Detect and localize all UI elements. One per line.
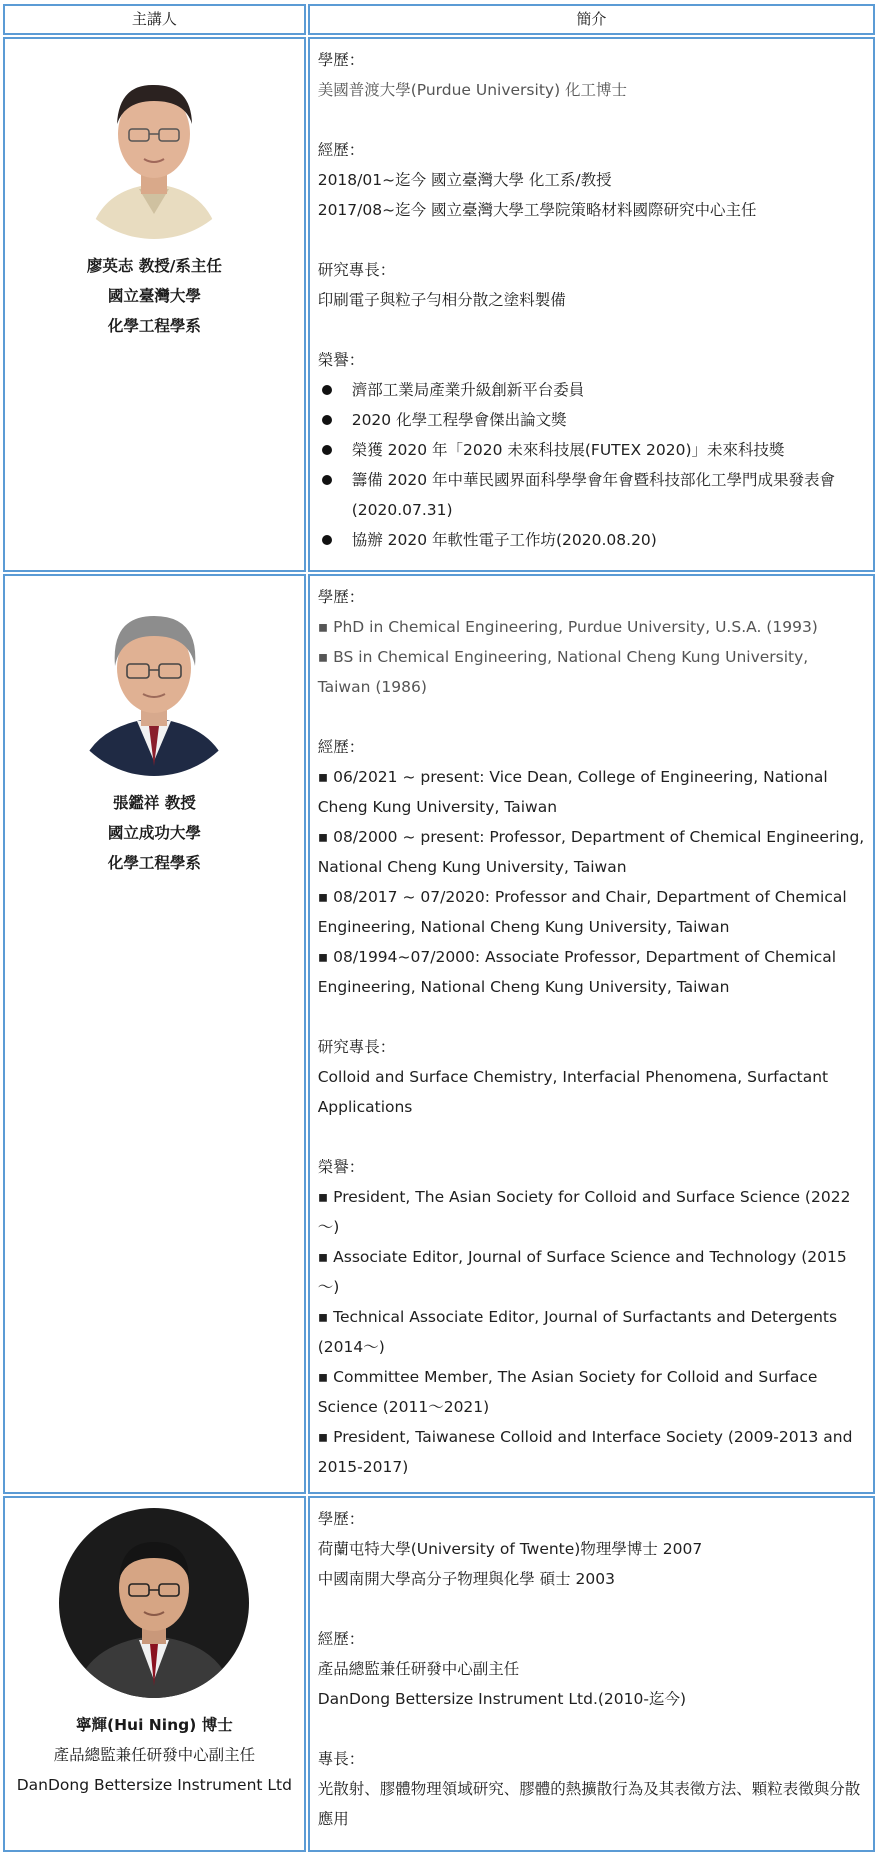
section-line: ▪ PhD in Chemical Engineering, Purdue University, U.S.A. (1993) [317,618,818,636]
intro-cell [308,1496,875,1852]
section-line: 產品總監兼任研發中心副主任 [317,1660,520,1678]
section-title: 榮譽： [317,1158,365,1176]
section-line: 中國南開大學高分子物理與化學 碩士 2003 [317,1570,616,1588]
section-title: 學歷： [317,1510,365,1528]
intro-cell [308,574,875,1494]
section-title: 經歷： [317,141,365,159]
section-line: Colloid and Surface Chemistry, Interfacial Phenomena, Surfactant Applications [317,1068,829,1116]
section-line: 美國普渡大學(Purdue University) 化工博士 [317,81,628,99]
table-row [3,37,875,572]
speaker-name: 寧輝(Hui Ning) 博士 [76,1716,233,1734]
table-row [3,574,875,1494]
speaker-name: 張鑑祥 教授 [112,794,196,812]
header-speaker: 主講人 [3,4,306,35]
speaker-title: 產品總監兼任研發中心副主任 [53,1746,256,1764]
section-line: 光散射、膠體物理領域研究、膠體的熱擴散行為及其表徵方法、顆粒表徵與分散應用 [317,1780,861,1828]
section-title: 榮譽： [317,351,365,369]
table-row [3,1496,875,1852]
section-line: 荷蘭屯特大學(University of Twente)物理學博士 2007 [317,1540,703,1558]
speaker-department: 化學工程學系 [107,854,201,872]
header-intro: 簡介 [308,4,875,35]
section-line: DanDong Bettersize Instrument Ltd.(2010-迄今) [317,1690,687,1708]
section-title: 學歷： [317,588,365,606]
section-title: 經歷： [317,738,365,756]
section-line: ▪ Committee Member, The Asian Society for Colloid and Surface Science (2011～2021) [317,1368,818,1416]
list-item: 2020 化學工程學會傑出論文獎 [318,405,865,435]
section-line: ▪ President, The Asian Society for Colloid and Surface Science (2022～) [317,1188,851,1236]
speaker-affiliation: 國立成功大學 [107,824,201,842]
speaker-company: DanDong Bettersize Instrument Ltd [16,1776,292,1794]
speaker-name-block [5,251,304,341]
section-title: 研究專長： [317,261,396,279]
portrait-photo-icon [59,49,249,239]
section-line: ▪ President, Taiwanese Colloid and Interface Society (2009-2013 and 2015-2017) [317,1428,853,1476]
section-line: ▪ 06/2021 ~ present: Vice Dean, College of Engineering, National Cheng Kung University, Taiwan [317,768,828,816]
list-item: 榮獲 2020 年「2020 未來科技展(FUTEX 2020)」未來科技獎 [318,435,865,465]
speaker-cell [3,1496,306,1852]
intro-content [310,39,873,565]
honor-list [318,375,865,555]
section-line: ▪ Associate Editor, Journal of Surface Science and Technology (2015～) [317,1248,847,1296]
section-line: ▪ 08/1994~07/2000: Associate Professor, Department of Chemical Engineering, National Cheng Kung University, Taiwan [317,948,837,996]
section-line: ▪ 08/2000 ~ present: Professor, Department of Chemical Engineering, National Cheng Kung University, Taiwan [317,828,865,876]
speaker-name-block [5,1710,304,1800]
section-line: 2017/08~迄今 國立臺灣大學工學院策略材料國際研究中心主任 [317,201,757,219]
section-title: 研究專長： [317,1038,396,1056]
portrait-photo-icon [59,1508,249,1698]
speaker-cell [3,37,306,572]
speaker-department: 化學工程學系 [107,317,201,335]
section-title: 學歷： [317,51,365,69]
speaker-name-block [5,788,304,878]
section-line: ▪ BS in Chemical Engineering, National Cheng Kung University, Taiwan (1986) [317,648,809,696]
section-title: 專長： [317,1750,365,1768]
section-line: 印刷電子與粒子勻相分散之塗料製備 [317,291,566,309]
speaker-table [1,2,877,1854]
list-item: 籌備 2020 年中華民國界面科學學會年會暨科技部化工學門成果發表會(2020.07.31) [318,465,865,525]
speaker-cell [3,574,306,1494]
section-line: 2018/01~迄今 國立臺灣大學 化工系/教授 [317,171,612,189]
section-line: ▪ 08/2017 ~ 07/2020: Professor and Chair, Department of Chemical Engineering, National Cheng Kung University, Taiwan [317,888,847,936]
section-line: ▪ Technical Associate Editor, Journal of Surfactants and Detergents (2014～) [317,1308,838,1356]
speaker-affiliation: 國立臺灣大學 [107,287,201,305]
intro-cell [308,37,875,572]
table-header-row [3,4,875,35]
intro-content [310,576,873,1492]
section-title: 經歷： [317,1630,365,1648]
portrait-photo-icon [59,586,249,776]
list-item: 濟部工業局產業升級創新平台委員 [318,375,865,405]
speaker-name: 廖英志 教授/系主任 [86,257,222,275]
intro-content [310,1498,873,1844]
list-item: 協辦 2020 年軟性電子工作坊(2020.08.20) [318,525,865,555]
